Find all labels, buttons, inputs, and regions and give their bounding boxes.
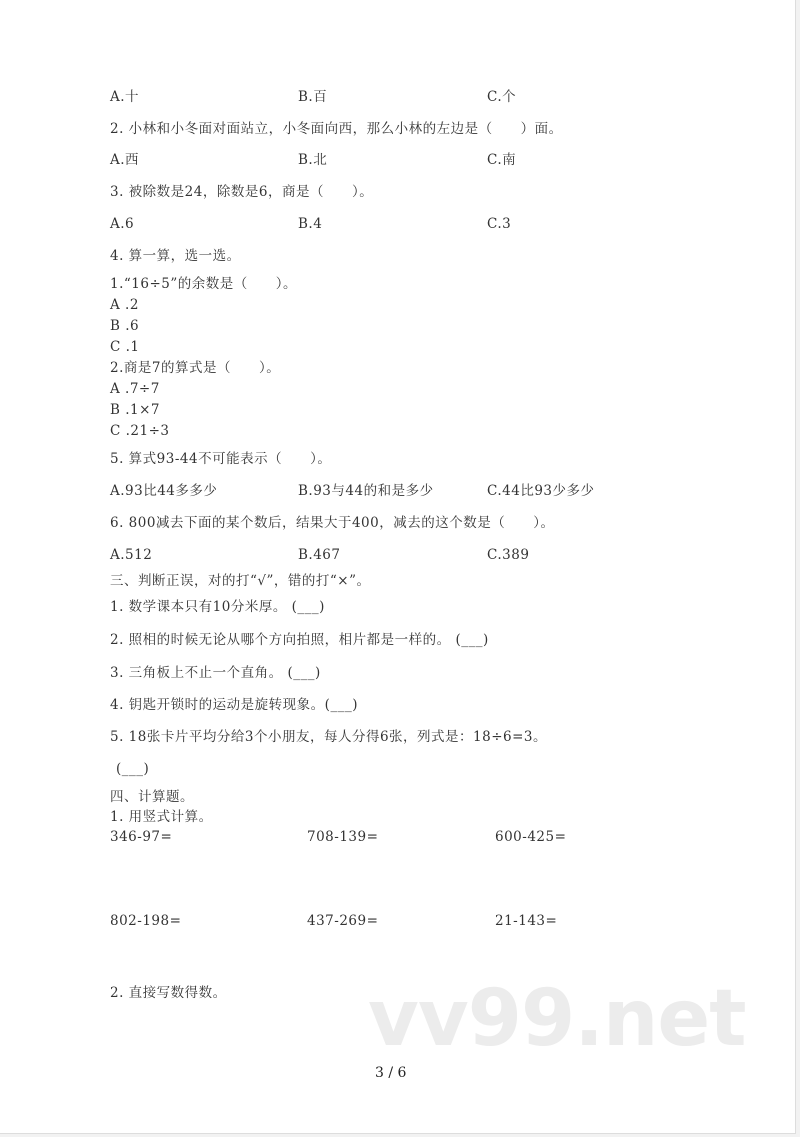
q5-option-a: A.93比44多多少: [110, 483, 218, 499]
section3-title: 三、判断正误，对的打“√”，错的打“×”。: [110, 573, 371, 589]
q4-sub2-option-c: C .21÷3: [110, 423, 170, 439]
q4-sub1-option-b: B .6: [110, 318, 140, 334]
calc-item: 802-198=: [110, 913, 182, 929]
judge-item-3: 3. 三角板上不止一个直角。 (___): [110, 665, 321, 681]
q2-option-b: B.北: [298, 152, 328, 168]
q4-sub2-option-a: A .7÷7: [110, 381, 160, 397]
section4-title: 四、计算题。: [110, 789, 194, 805]
q4-sub2-option-b: B .1×7: [110, 402, 160, 418]
q5-text: 5. 算式93-44不可能表示（ ）。: [110, 451, 332, 467]
section4-sub2: 2. 直接写数得数。: [110, 985, 227, 1001]
q3-option-b: B.4: [298, 216, 323, 232]
q3-option-a: A.6: [110, 216, 135, 232]
q1-option-b: B.百: [298, 89, 328, 105]
section4-sub1: 1. 用竖式计算。: [110, 809, 213, 825]
page-number: 3 / 6: [375, 1065, 407, 1081]
q3-text: 3. 被除数是24，除数是6，商是（ ）。: [110, 184, 374, 200]
q4-sub1-option-a: A .2: [110, 297, 139, 313]
judge-item-5: 5. 18张卡片平均分给3个小朋友，每人分得6张，列式是：18÷6=3。: [110, 729, 548, 745]
judge-item-1: 1. 数学课本只有10分米厚。 (___): [110, 599, 325, 615]
judge-item-2: 2. 照相的时候无论从哪个方向拍照，相片都是一样的。 (___): [110, 632, 489, 648]
judge-item-4: 4. 钥匙开锁时的运动是旋转现象。(___): [110, 697, 358, 713]
q5-option-c: C.44比93少多少: [487, 483, 595, 499]
q3-option-c: C.3: [487, 216, 512, 232]
q4-text: 4. 算一算，选一选。: [110, 248, 241, 264]
judge-item-5-blank: (___): [116, 761, 150, 777]
q5-option-b: B.93与44的和是多少: [298, 483, 434, 499]
q1-option-c: C.个: [487, 89, 517, 105]
q6-option-b: B.467: [298, 547, 341, 563]
q2-option-a: A.西: [110, 152, 140, 168]
q2-text: 2. 小林和小冬面对面站立，小冬面向西，那么小林的左边是（ ）面。: [110, 121, 563, 137]
q6-option-a: A.512: [110, 547, 153, 563]
q2-option-c: C.南: [487, 152, 517, 168]
q4-sub1-text: 1.“16÷5”的余数是（ ）。: [110, 276, 298, 292]
calc-item: 21-143=: [495, 913, 558, 929]
q6-option-c: C.389: [487, 547, 530, 563]
q4-sub2-text: 2.商是7的算式是（ ）。: [110, 360, 281, 376]
calc-item: 600-425=: [495, 829, 567, 845]
q6-text: 6. 800减去下面的某个数后，结果大于400，减去的这个数是（ ）。: [110, 515, 555, 531]
q4-sub1-option-c: C .1: [110, 339, 140, 355]
calc-item: 708-139=: [307, 829, 379, 845]
calc-item: 437-269=: [307, 913, 379, 929]
q1-option-a: A.十: [110, 89, 140, 105]
calc-item: 346-97=: [110, 829, 173, 845]
watermark: vv99.net: [368, 974, 746, 1064]
